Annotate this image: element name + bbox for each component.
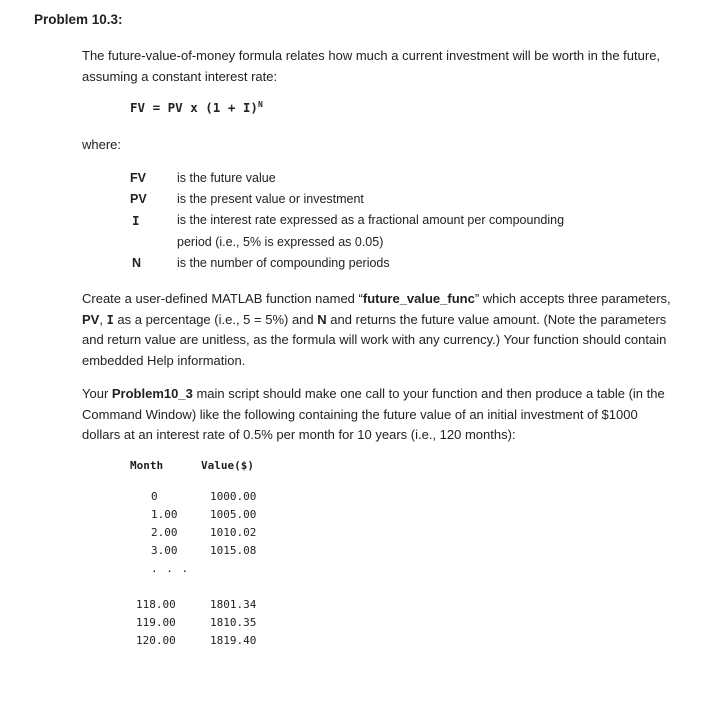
task-line-4: embedded Help information. — [82, 352, 246, 368]
formula-text: FV = PV x (1 + I) — [130, 100, 258, 116]
table-row-118-month: 118.00 — [136, 598, 176, 611]
intro-line-2: assuming a constant interest rate: — [82, 68, 278, 84]
table-header-value: Value($) — [201, 459, 254, 472]
definition-symbol-n: N — [132, 256, 142, 270]
script-line-2: Command Window) like the following containing the future value of an initial investment of $1000 — [82, 406, 638, 422]
definition-text-i-line1: is the interest rate expressed as a fractional amount per compounding — [177, 213, 565, 227]
problem-title: Problem 10.3: — [34, 12, 123, 27]
table-row-119-month: 119.00 — [136, 616, 176, 629]
function-name: future_value_func — [362, 291, 475, 306]
table-row-120-month: 120.00 — [136, 634, 176, 647]
intro-line-1: The future-value-of-money formula relates how much a current investment will be worth in the future, — [82, 48, 661, 63]
table-row-1-value: 1005.00 — [210, 508, 257, 521]
table-header-month: Month — [130, 459, 164, 472]
definition-text-fv: is the future value — [177, 171, 276, 185]
definition-symbol-i: I — [132, 213, 140, 228]
table-row-3-month: 3.00 — [151, 544, 178, 557]
table-row-119-value: 1810.35 — [210, 616, 257, 629]
intro-paragraph — [82, 46, 660, 87]
definition-text-i-line2: period (i.e., 5% is expressed as 0.05) — [177, 235, 384, 249]
definition-text-pv: is the present value or investment — [177, 192, 364, 206]
table-row-2-month: 2.00 — [151, 526, 178, 539]
table-ellipsis: . . . — [151, 562, 190, 575]
where-label: where: — [82, 137, 122, 152]
task-line-1: Create a user-defined MATLAB function named “future_value_func” which accepts three parameters, — [82, 291, 671, 306]
table-row-0-month: 0 — [151, 490, 158, 503]
script-name: Problem10_3 — [111, 386, 193, 401]
table-row-120-value: 1819.40 — [210, 634, 257, 647]
definition-text-n: is the number of compounding periods — [177, 256, 390, 270]
task-line-3: and return value are unitless, as the formula will work with any currency.) Your function should contain — [82, 332, 667, 347]
table-row-3-value: 1015.08 — [210, 544, 257, 557]
script-line-1: Your Problem10_3 main script should make one call to your function and then produce a table (in the — [82, 386, 665, 401]
definition-symbol-fv: FV — [130, 171, 146, 185]
task-line-2: PV, I as a percentage (i.e., 5 = 5%) and N and returns the future value amount. (Note the parameters — [82, 311, 667, 327]
table-row-2-value: 1010.02 — [210, 526, 257, 539]
table-row-118-value: 1801.34 — [210, 598, 257, 611]
definition-symbol-pv: PV — [130, 192, 147, 206]
table-row-1-month: 1.00 — [151, 508, 178, 521]
script-paragraph — [82, 384, 665, 446]
formula-exponent: N — [257, 100, 263, 109]
table-row-0-value: 1000.00 — [210, 490, 257, 503]
script-line-3: dollars at an interest rate of 0.5% per month for 10 years (i.e., 120 months): — [82, 427, 516, 442]
formula — [130, 100, 263, 115]
task-paragraph — [82, 289, 671, 371]
